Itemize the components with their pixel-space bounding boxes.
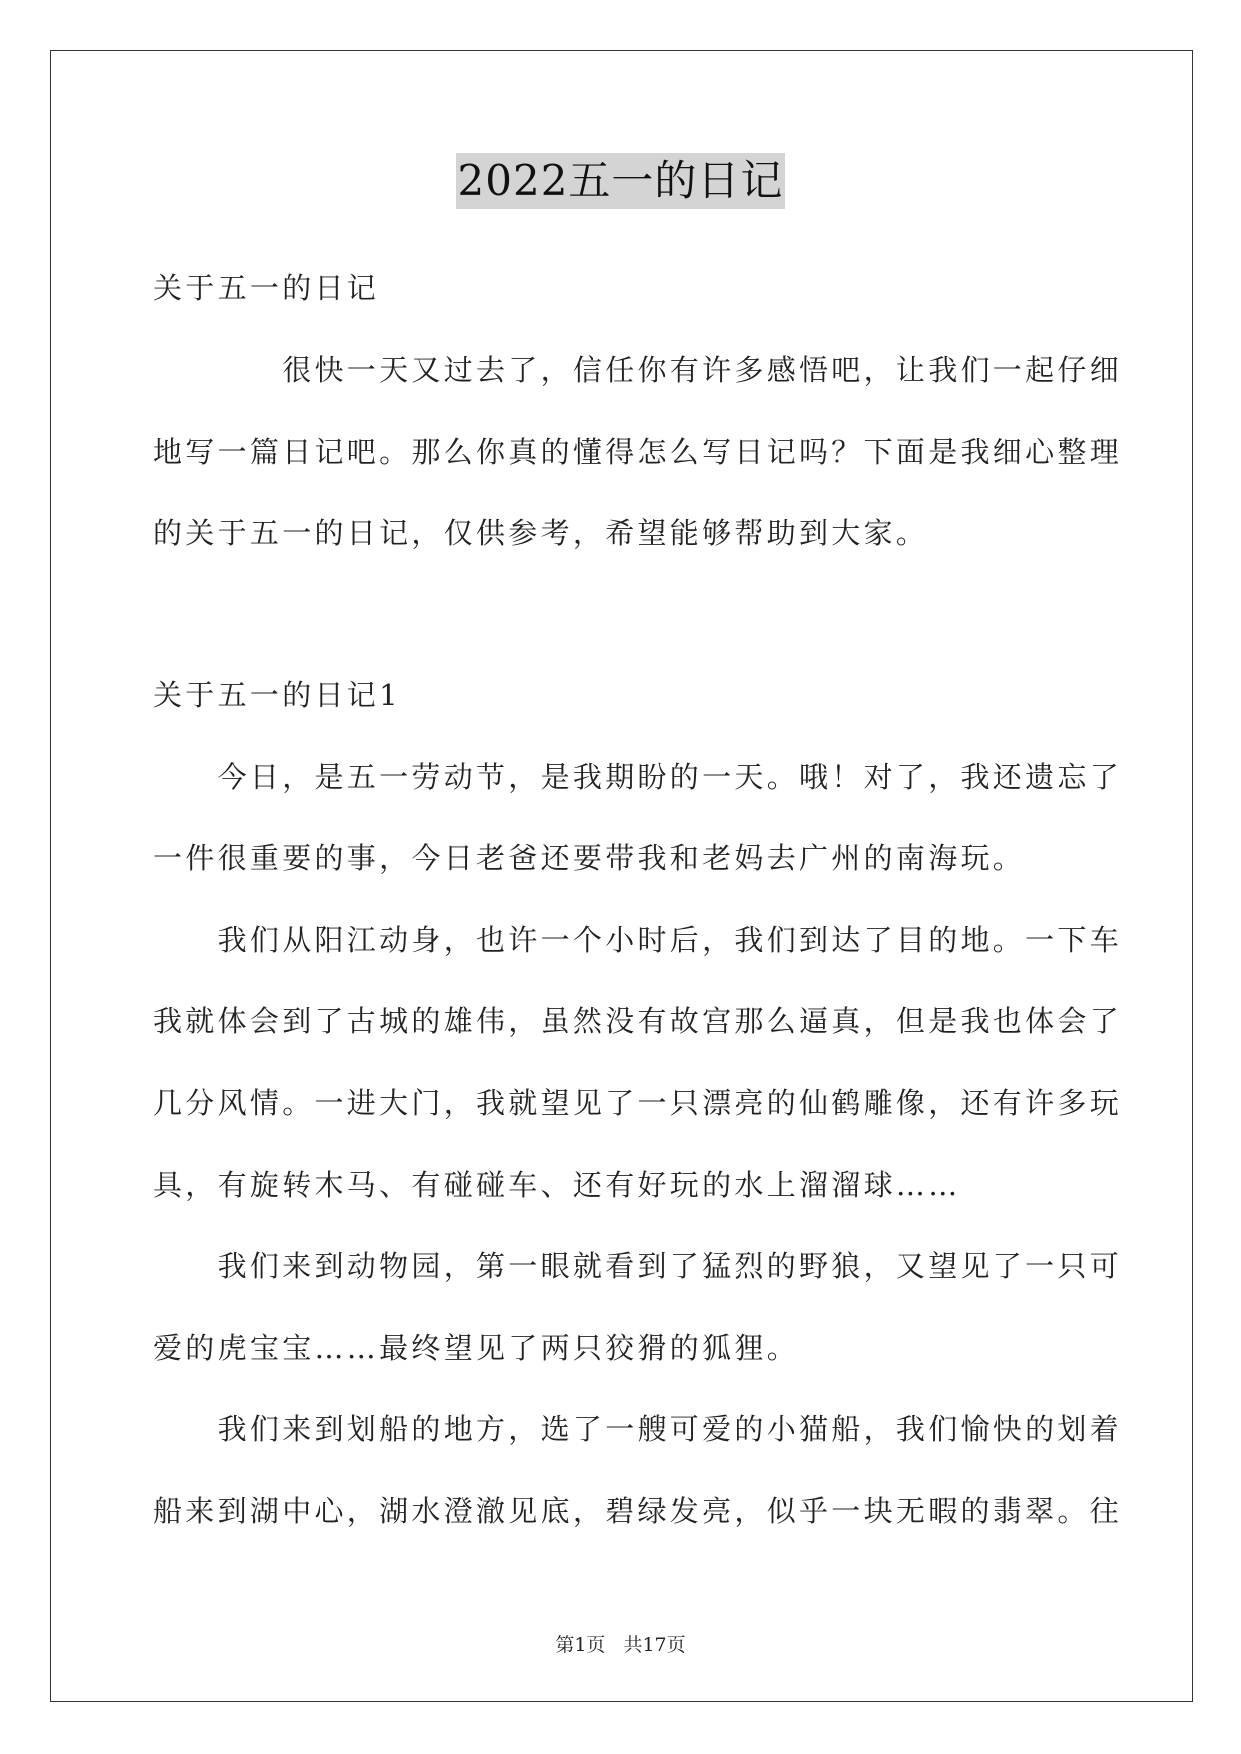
- paragraph-line: 一件很重要的事，今日老爸还要带我和老妈去广州的南海玩。: [153, 841, 1026, 875]
- title-container: [0, 153, 1241, 209]
- paragraph-line: 我们从阳江动身，也许一个小时后，我们到达了目的地。一下车: [153, 923, 1123, 957]
- section-heading: 关于五一的日记1: [153, 678, 401, 712]
- paragraph-line: 具，有旋转木马、有碰碰车、还有好玩的水上溜溜球……: [153, 1168, 961, 1202]
- paragraph-line: 爱的虎宝宝……最终望见了两只狡猾的狐狸。: [153, 1331, 800, 1365]
- section-heading: 关于五一的日记: [153, 271, 380, 305]
- paragraph-line: 我们来到划船的地方，选了一艘可爱的小猫船，我们愉快的划着: [153, 1412, 1123, 1446]
- paragraph-line: 今日，是五一劳动节，是我期盼的一天。哦！对了，我还遗忘了: [153, 760, 1123, 794]
- paragraph-line: 很快一天又过去了，信任你有许多感悟吧，让我们一起仔细: [153, 353, 1123, 387]
- page-footer: [0, 1630, 1241, 1657]
- page-total: 共17页: [623, 1634, 686, 1656]
- paragraph-line: 船来到湖中心，湖水澄澈见底，碧绿发亮，似乎一块无暇的翡翠。往: [153, 1494, 1123, 1528]
- paragraph-line: 我就体会到了古城的雄伟，虽然没有故宫那么逼真，但是我也体会了: [153, 1004, 1123, 1038]
- page-number: 第1页: [555, 1634, 606, 1656]
- paragraph-line: 几分风情。一进大门，我就望见了一只漂亮的仙鹤雕像，还有许多玩: [153, 1086, 1123, 1120]
- document-title: 2022五一的日记: [456, 153, 786, 209]
- paragraph-line: 的关于五一的日记，仅供参考，希望能够帮助到大家。: [153, 516, 929, 550]
- paragraph-line: 我们来到动物园，第一眼就看到了猛烈的野狼，又望见了一只可: [153, 1249, 1123, 1283]
- paragraph-line: 地写一篇日记吧。那么你真的懂得怎么写日记吗？下面是我细心整理: [153, 435, 1123, 469]
